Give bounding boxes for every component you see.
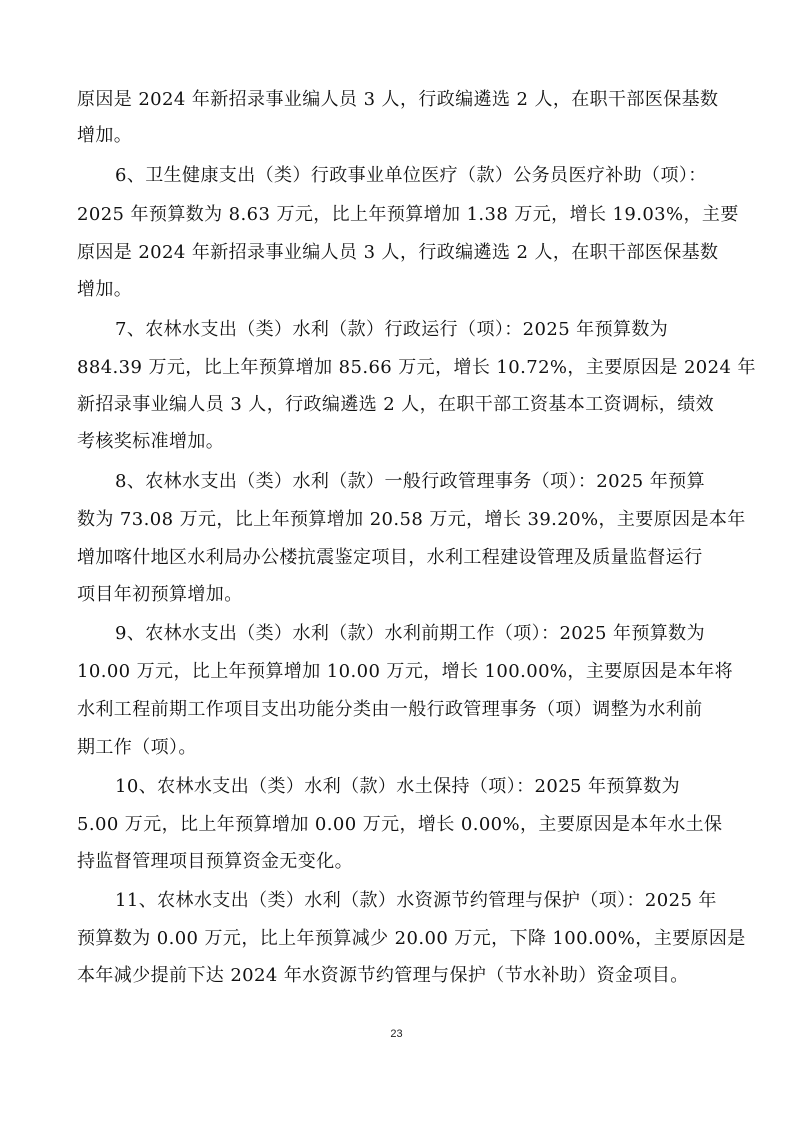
text-line: 考核奖标准增加。	[77, 431, 225, 452]
text-line: 10.00 万元，比上年预算增加 10.00 万元，增长 100.00%，主要原因是本年将	[77, 661, 734, 682]
text-line: 本年减少提前下达 2024 年水资源节约管理与保护（节水补助）资金项目。	[77, 965, 689, 986]
text-line: 期工作（项）。	[77, 737, 197, 758]
text-line: 原因是 2024 年新招录事业编人员 3 人，行政编遴选 2 人，在职干部医保基数	[77, 89, 719, 110]
text-line: 884.39 万元，比上年预算增加 85.66 万元，增长 10.72%，主要原因是 2024 年	[77, 357, 756, 378]
page-number: 23	[390, 1028, 403, 1040]
text-line: 5.00 万元，比上年预算增加 0.00 万元，增长 0.00%，主要原因是本年水土保	[77, 814, 723, 835]
text-line: 增加喀什地区水利局办公楼抗震鉴定项目，水利工程建设管理及质量监督运行	[77, 547, 703, 568]
text-line: 10、农林水支出（类）水利（款）水土保持（项）：2025 年预算数为	[115, 776, 681, 797]
text-line: 增加。	[77, 279, 133, 300]
text-line: 增加。	[77, 125, 133, 146]
text-line: 新招录事业编人员 3 人，行政编遴选 2 人，在职干部工资基本工资调标，绩效	[77, 394, 714, 415]
text-line: 水利工程前期工作项目支出功能分类由一般行政管理事务（项）调整为水利前	[77, 699, 703, 720]
text-line: 9、农林水支出（类）水利（款）水利前期工作（项）：2025 年预算数为	[115, 623, 705, 644]
text-line: 7、农林水支出（类）水利（款）行政运行（项）：2025 年预算数为	[115, 319, 669, 340]
text-line: 8、农林水支出（类）水利（款）一般行政管理事务（项）：2025 年预算	[115, 471, 705, 492]
text-line: 6、卫生健康支出（类）行政事业单位医疗（款）公务员医疗补助（项）：	[115, 165, 707, 186]
text-line: 11、农林水支出（类）水利（款）水资源节约管理与保护（项）：2025 年	[115, 890, 717, 911]
text-line: 2025 年预算数为 8.63 万元，比上年预算增加 1.38 万元，增长 19.03%，主要	[77, 204, 739, 225]
text-line: 数为 73.08 万元，比上年预算增加 20.58 万元，增长 39.20%，主要原因是本年	[77, 509, 746, 530]
text-line: 持监督管理项目预算资金无变化。	[77, 851, 353, 872]
text-line: 预算数为 0.00 万元，比上年预算减少 20.00 万元，下降 100.00%，主要原因是	[77, 928, 746, 949]
text-line: 原因是 2024 年新招录事业编人员 3 人，行政编遴选 2 人，在职干部医保基数	[77, 242, 719, 263]
text-line: 项目年初预算增加。	[77, 584, 243, 605]
